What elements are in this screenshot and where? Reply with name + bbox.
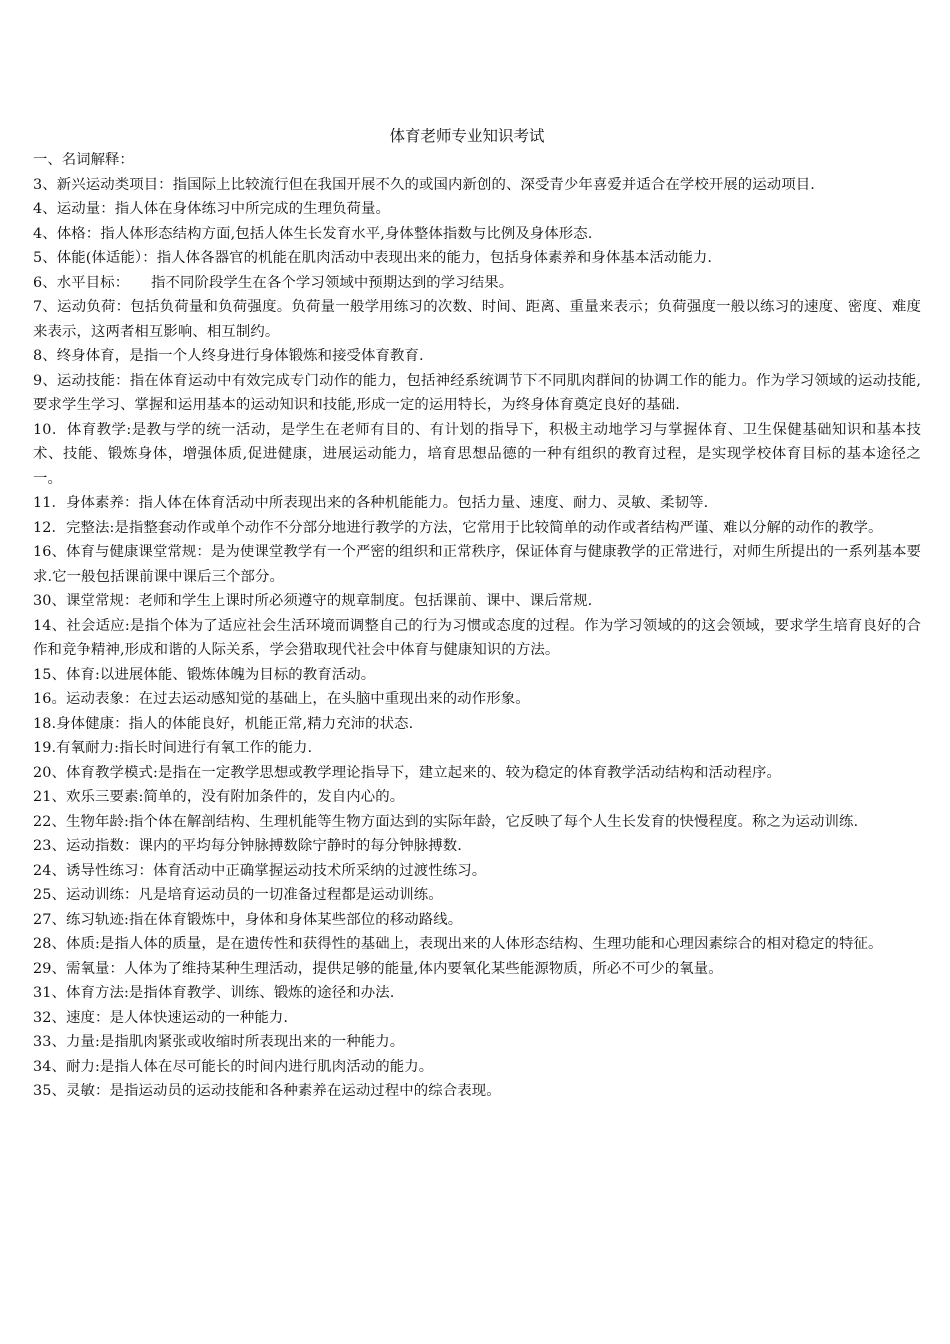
definition-entry: 25、运动训练：凡是培育运动员的一切准备过程都是运动训练。 — [33, 887, 443, 903]
definition-entry: 12．完整法:是指整套动作或单个动作不分部分地进行教学的方法，它常用于比较简单的动作或者结构严谨、难以分解的动作的教学。 — [33, 519, 883, 536]
definition-entry: 34、耐力:是指人体在尽可能长的时间内进行肌肉活动的能力。 — [33, 1058, 434, 1075]
definition-entry: 14、社会适应:是指个体为了适应社会生活环境而调整自己的行为习惯或态度的过程。作为学习领域的的这会领域，要求学生培育良好的合作和竞争精神,形成和谐的人际关系，学会猎取现代社会中体育与健康知识的方法。 — [33, 617, 921, 658]
definition-entry: 4、运动量：指人体在身体练习中所完成的生理负荷量。 — [33, 201, 391, 217]
section-heading: 一、名词解释： — [33, 152, 134, 168]
definition-entry: 28、体质:是指人体的质量，是在遗传性和获得性的基础上，表现出来的人体形态结构、生理功能和心理因素综合的相对稳定的特征。 — [33, 936, 883, 952]
definition-entry: 18.身体健康：指人的体能良好，机能正常,精力充沛的状态. — [33, 715, 414, 732]
definition-entry: 21、欢乐三要素:简单的，没有附加条件的，发自内心的。 — [33, 789, 405, 805]
definition-entry: 8、终身体育，是指一个人终身进行身体锻炼和接受体育教育. — [33, 348, 424, 364]
definition-entry: 30、课堂常规：老师和学生上课时所必须遵守的规章制度。包括课前、课中、课后常规. — [33, 593, 593, 609]
definition-entry: 5、体能(体适能）：指人体各器官的机能在肌肉活动中表现出来的能力，包括身体素养和身体基本活动能力. — [33, 250, 713, 266]
definition-entry: 19.有氧耐力:指长时间进行有氧工作的能力. — [33, 740, 313, 756]
definition-entry: 6、水平目标： 指不同阶段学生在各个学习领域中预期达到的学习结果。 — [33, 274, 514, 291]
definition-entry: 33、力量:是指肌肉紧张或收缩时所表现出来的一种能力。 — [33, 1034, 405, 1050]
definition-entry: 4、体格：指人体形态结构方面,包括人体生长发育水平,身体整体指数与比例及身体形态. — [33, 225, 593, 242]
definition-entry: 11．身体素养：指人体在体育活动中所表现出来的各种机能能力。包括力量、速度、耐力、灵敏、柔韧等. — [33, 495, 709, 511]
definition-entry: 3、新兴运动类项目：指国际上比较流行但在我国开展不久的或国内新创的、深受青少年喜爱并适合在学校开展的运动项目. — [33, 176, 815, 193]
definition-entry: 31、体育方法:是指体育教学、训练、锻炼的途径和办法. — [33, 985, 395, 1001]
definition-entry: 15、体育:以进展体能、锻炼体魄为目标的教育活动。 — [33, 666, 376, 683]
document-title: 体育老师专业知识考试 — [389, 127, 545, 145]
definition-entry: 24、诱导性练习：体育活动中正确掌握运动技术所采纳的过渡性练习。 — [33, 862, 487, 879]
definition-entry: 29、需氧量：人体为了维持某种生理活动，提供足够的能量,体内要氧化某些能源物质，所必不可少的氧量。 — [33, 960, 723, 977]
definition-entry: 16、体育与健康课堂常规：是为使课堂教学有一个严密的组织和正常秩序，保证体育与健康教学的正常进行，对师生所提出的一系列基本要求.它一般包括课前课中课后三个部分。 — [33, 544, 921, 585]
definition-entry: 16。运动表象：在过去运动感知觉的基础上，在头脑中重现出来的动作形象。 — [33, 691, 530, 707]
definition-entry: 22、生物年龄:指个体在解剖结构、生理机能等生物方面达到的实际年龄，它反映了每个人生长发育的快慢程度。称之为运动训练. — [33, 813, 859, 830]
definition-entry: 27、练习轨迹:指在体育锻炼中，身体和身体某些部位的移动路线。 — [33, 911, 463, 928]
definition-entry: 9、运动技能：指在体育运动中有效完成专门动作的能力，包括神经系统调节下不同肌肉群间的协调工作的能力。作为学习领域的运动技能,要求学生学习、掌握和运用基本的运动知识和技能,形成一定的运用特长，为终身体育奠定良好的基础. — [33, 372, 921, 413]
definition-entry: 10．体育教学:是教与学的统一活动，是学生在老师有目的、有计划的指导下，积极主动地学习与掌握体育、卫生保健基础知识和基本技术、技能、锻炼身体，增强体质,促进健康，进展运动能力，培育思想品德的一种有组织的教育过程，是实现学校体育目标的基本途径之一。 — [33, 421, 921, 487]
definition-entry: 23、运动指数：课内的平均每分钟脉搏数除宁静时的每分钟脉搏数. — [33, 838, 462, 854]
document-page — [33, 124, 921, 1104]
definition-entry: 32、速度：是人体快速运动的一种能力. — [33, 1009, 289, 1026]
definition-entry: 35、灵敏：是指运动员的运动技能和各种素养在运动过程中的综合表现。 — [33, 1083, 501, 1099]
definition-list — [33, 173, 921, 1104]
definition-entry: 7、运动负荷：包括负荷量和负荷强度。负荷量一般学用练习的次数、时间、距离、重量来表示；负荷强度一般以练习的速度、密度、难度来表示，这两者相互影响、相互制约。 — [33, 299, 921, 340]
definition-entry: 20、体育教学模式:是指在一定教学思想或教学理论指导下，建立起来的、较为稳定的体育教学活动结构和活动程序。 — [33, 764, 781, 781]
